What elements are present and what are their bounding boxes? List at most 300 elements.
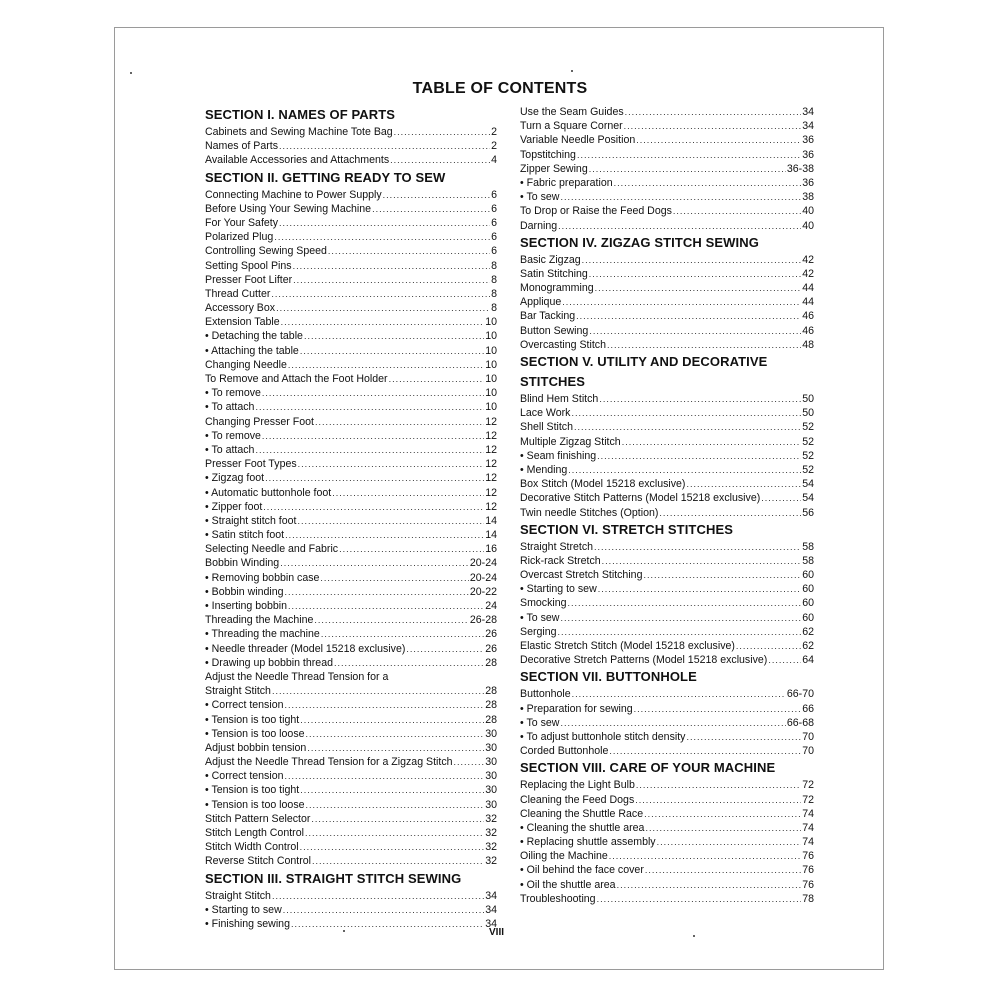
toc-entry — [205, 486, 497, 500]
toc-entry-page: 26-28 — [469, 614, 497, 627]
toc-entry-page: 48 — [802, 338, 814, 351]
toc-entry-title: Decorative Stretch Patterns (Model 15218 exclusive) — [520, 654, 768, 667]
toc-entry-page: 54 — [802, 492, 814, 505]
toc-entry-page: 8 — [491, 259, 497, 272]
toc-entry-title: Applique — [520, 296, 562, 309]
toc-entry-title: • To adjust buttonhole stitch density — [520, 730, 686, 743]
toc-entry-page: 38 — [802, 191, 814, 204]
toc-entry-title: • Bobbin winding — [205, 585, 284, 598]
toc-entry — [520, 338, 814, 352]
toc-entry-page: 10 — [485, 387, 497, 400]
section-heading: SECTION I. NAMES OF PARTS — [205, 107, 396, 122]
toc-entry — [520, 204, 814, 218]
dot-leader — [635, 793, 801, 807]
toc-entry — [520, 324, 814, 338]
dot-leader — [279, 216, 490, 230]
toc-entry-title: Extension Table — [205, 316, 280, 329]
toc-entry-page: 52 — [802, 463, 814, 476]
toc-entry-title: Thread Cutter — [205, 287, 271, 300]
dot-leader — [271, 287, 490, 301]
toc-entry-title: • Correct tension — [205, 699, 284, 712]
dot-leader — [281, 315, 485, 329]
toc-entry — [520, 392, 814, 406]
section-heading: SECTION II. GETTING READY TO SEW — [205, 169, 446, 185]
toc-entry-title: • To sew — [520, 611, 560, 624]
toc-entry — [520, 435, 814, 449]
toc-entry-page: 30 — [485, 770, 497, 783]
toc-entry-page: 50 — [802, 393, 814, 405]
toc-entry — [520, 477, 814, 491]
dot-leader — [602, 554, 802, 568]
toc-entry-title: Adjust the Needle Thread Tension for a Zigzag Stitch — [205, 756, 453, 769]
toc-entry — [520, 253, 814, 267]
toc-entry-title: Smocking — [520, 597, 567, 610]
toc-entry-title: Available Accessories and Attachments — [205, 154, 390, 167]
toc-entry — [520, 219, 814, 233]
toc-entry-title: Names of Parts — [205, 140, 279, 153]
dot-leader — [300, 713, 484, 727]
section-heading: SECTION VIII. CARE OF YOUR MACHINE — [520, 760, 776, 776]
toc-entry-page: 66-70 — [786, 688, 814, 701]
toc-entry — [205, 556, 497, 570]
toc-entry-page: 62 — [802, 625, 814, 638]
toc-entry-page: 36 — [802, 134, 814, 147]
toc-entry-page: 52 — [802, 449, 814, 462]
toc-entry — [205, 230, 497, 244]
toc-entry — [205, 698, 497, 712]
dot-leader — [307, 741, 484, 755]
toc-entry — [520, 744, 814, 758]
dot-leader — [686, 730, 801, 744]
toc-entry-page: 24 — [485, 600, 497, 612]
dot-leader — [454, 755, 485, 769]
toc-entry-page: 52 — [802, 435, 814, 448]
dot-leader — [263, 500, 484, 514]
toc-entry-title: Stitch Length Control — [205, 827, 304, 839]
toc-entry — [205, 854, 497, 868]
toc-entry-title: Topstitching — [520, 148, 576, 161]
toc-entry-title: Replacing the Light Bulb — [520, 779, 635, 792]
toc-entry-title: Straight Stitch — [205, 889, 271, 902]
toc-entry-page: 70 — [802, 730, 814, 743]
scan-speck — [130, 72, 132, 74]
toc-entry-page: 70 — [802, 745, 814, 758]
toc-entry — [205, 139, 497, 153]
toc-entry-title: • Needle threader (Model 15218 exclusive) — [205, 642, 406, 655]
dot-leader — [576, 309, 801, 323]
toc-entry-page: 42 — [802, 253, 814, 266]
dot-leader — [768, 653, 801, 667]
toc-entry — [205, 329, 497, 343]
toc-entry-page: 28 — [485, 685, 497, 698]
toc-entry — [205, 386, 497, 400]
toc-entry-page: 10 — [485, 330, 497, 343]
toc-entry-title: Shell Stitch — [520, 421, 573, 434]
toc-entry-title: Presser Foot Lifter — [205, 273, 293, 286]
toc-entry-page: 60 — [802, 569, 814, 582]
toc-entry — [520, 611, 814, 625]
toc-entry-page: 28 — [485, 699, 497, 712]
toc-entry — [205, 344, 497, 358]
toc-entry-title: • Tension is too loose — [205, 727, 305, 740]
toc-entry-title: Accessory Box — [205, 302, 276, 315]
toc-entry-page: 40 — [802, 219, 814, 232]
toc-entry-title: • To sew — [520, 716, 560, 729]
dot-leader — [315, 415, 484, 429]
dot-leader — [589, 162, 786, 176]
dot-leader — [643, 568, 801, 582]
toc-entry-page: 52 — [802, 421, 814, 434]
toc-entry — [205, 741, 497, 755]
dot-leader — [560, 190, 801, 204]
toc-entry-page: 74 — [802, 807, 814, 820]
toc-entry-page: 20-22 — [469, 585, 497, 598]
dot-leader — [332, 486, 484, 500]
toc-entry — [520, 625, 814, 639]
toc-entry-title: Monogramming — [520, 282, 594, 295]
dot-leader — [572, 687, 786, 701]
toc-entry-title: Box Stitch (Model 15218 exclusive) — [520, 478, 686, 491]
toc-entry-page: 14 — [485, 514, 497, 527]
toc-entry — [520, 835, 814, 849]
toc-entry-page: 12 — [485, 443, 497, 456]
dot-leader — [659, 506, 801, 520]
toc-entry — [205, 917, 497, 931]
toc-entry-title: • Zigzag foot — [205, 472, 265, 485]
toc-entry-page: 60 — [802, 597, 814, 610]
toc-entry-page: 64 — [802, 654, 814, 667]
toc-entry — [205, 769, 497, 783]
dot-leader — [568, 596, 802, 610]
dot-leader — [562, 295, 801, 309]
toc-entry-title: • Seam finishing — [520, 449, 597, 462]
toc-entry — [205, 585, 497, 599]
dot-leader — [255, 400, 484, 414]
toc-entry-page: 2 — [491, 140, 497, 153]
toc-entry — [520, 582, 814, 596]
dot-leader — [560, 611, 801, 625]
toc-entry — [520, 190, 814, 204]
toc-entry-page: 4 — [491, 154, 497, 167]
dot-leader — [589, 267, 801, 281]
toc-entry — [205, 259, 497, 273]
toc-entry-title: Straight Stretch — [520, 540, 594, 553]
dot-leader — [306, 727, 485, 741]
toc-entry-title: • Starting to sew — [205, 903, 282, 916]
toc-entry-page: 72 — [802, 793, 814, 806]
toc-entry — [205, 457, 497, 471]
toc-entry — [205, 287, 497, 301]
dot-leader — [306, 798, 485, 812]
toc-entry — [520, 821, 814, 835]
toc-entry — [205, 599, 497, 613]
toc-entry-page: 58 — [802, 554, 814, 567]
dot-leader — [582, 253, 802, 267]
toc-entry-title: Basic Zigzag — [520, 253, 581, 266]
toc-entry-title: Use the Seam Guides — [520, 106, 624, 118]
toc-entry — [205, 656, 497, 670]
toc-entry — [205, 153, 497, 167]
toc-entry-title: Adjust the Needle Thread Tension for a — [205, 670, 389, 683]
toc-entry — [205, 840, 497, 854]
toc-entry-title: • To attach — [205, 443, 255, 456]
toc-entry — [205, 727, 497, 741]
section-heading: SECTION VI. STRETCH STITCHES — [520, 521, 733, 537]
toc-entry-page: 60 — [802, 611, 814, 624]
toc-entry-page: 50 — [802, 407, 814, 420]
dot-leader — [304, 329, 484, 343]
dot-leader — [285, 698, 485, 712]
dot-leader — [265, 471, 484, 485]
toc-entry-title: Threading the Machine — [205, 614, 314, 627]
toc-entry — [520, 176, 814, 190]
toc-entry-title: Reverse Stitch Control — [205, 855, 311, 868]
toc-entry-title: Satin Stitching — [520, 267, 588, 280]
dot-leader — [624, 119, 802, 133]
toc-entry-page: 74 — [802, 821, 814, 834]
toc-entry-title: Multiple Zigzag Stitch — [520, 435, 621, 448]
toc-entry-title: • Threading the machine — [205, 628, 320, 641]
toc-entry-page: 12 — [485, 486, 497, 499]
toc-entry-title: For Your Safety — [205, 216, 279, 229]
toc-entry — [520, 596, 814, 610]
dot-leader — [291, 917, 484, 931]
toc-entry — [205, 244, 497, 258]
toc-entry-title: Stitch Pattern Selector — [205, 812, 311, 825]
toc-entry-title: • Starting to sew — [520, 583, 597, 596]
dot-leader — [761, 491, 801, 505]
dot-leader — [595, 281, 802, 295]
toc-entry-page: 56 — [802, 506, 814, 519]
dot-leader — [406, 642, 484, 656]
toc-entry-page: 66-68 — [786, 716, 814, 729]
toc-entry-title: Changing Needle — [205, 358, 287, 371]
toc-entry — [520, 702, 814, 716]
dot-leader — [607, 338, 801, 352]
toc-entry — [205, 500, 497, 514]
toc-entry — [205, 627, 497, 641]
dot-leader — [262, 386, 484, 400]
toc-entry-page: 40 — [802, 205, 814, 218]
scan-speck — [343, 930, 345, 932]
dot-leader — [285, 585, 469, 599]
toc-entry-page: 8 — [491, 302, 497, 315]
toc-entry-title: Lace Work — [520, 407, 571, 420]
toc-entry-page: 20-24 — [469, 557, 497, 570]
toc-entry-page: 6 — [491, 231, 497, 244]
toc-entry — [205, 216, 497, 230]
toc-entry-title: Twin needle Stitches (Option) — [520, 506, 659, 519]
toc-entry-title: • Automatic buttonhole foot — [205, 486, 332, 499]
toc-entry-title: Controlling Sewing Speed — [205, 245, 327, 258]
toc-entry-title: Cabinets and Sewing Machine Tote Bag — [205, 126, 393, 138]
scan-speck — [571, 70, 573, 72]
dot-leader — [280, 556, 469, 570]
toc-entry-page: 34 — [485, 889, 497, 902]
toc-entry-title: • Satin stitch foot — [205, 529, 285, 542]
dot-leader — [574, 420, 801, 434]
toc-entry-title: • Straight stitch foot — [205, 514, 297, 527]
dot-leader — [321, 627, 484, 641]
toc-entry — [520, 778, 814, 792]
toc-entry-title: Decorative Stitch Patterns (Model 15218 exclusive) — [520, 492, 761, 505]
toc-entry — [205, 684, 497, 698]
toc-entry-title: • To sew — [520, 191, 560, 204]
toc-entry — [520, 281, 814, 295]
toc-entry-page: 6 — [491, 202, 497, 215]
toc-entry-title: Rick-rack Stretch — [520, 554, 601, 567]
dot-leader — [560, 716, 785, 730]
toc-entry-page: 12 — [485, 415, 497, 428]
dot-leader — [634, 702, 802, 716]
page-title: TABLE OF CONTENTS — [412, 80, 588, 97]
toc-entry — [205, 372, 497, 386]
dot-leader — [657, 835, 802, 849]
toc-entry-page: 28 — [485, 656, 497, 669]
section-heading: SECTION V. UTILITY AND DECORATIVE — [520, 354, 768, 369]
toc-entry-page: 6 — [491, 188, 497, 201]
toc-entry-title: • To remove — [205, 429, 261, 442]
toc-entry-title: Bar Tacking — [520, 310, 576, 323]
toc-entry-page: 26 — [485, 628, 497, 641]
toc-entry — [205, 812, 497, 826]
toc-entry — [205, 400, 497, 414]
toc-entry — [520, 506, 814, 520]
toc-entry-title: Straight Stitch — [205, 685, 271, 698]
toc-entry-title: Overcast Stretch Stitching — [520, 569, 643, 582]
toc-entry-title: • Oil behind the face cover — [520, 864, 644, 877]
toc-entry — [205, 528, 497, 542]
toc-entry — [205, 755, 497, 769]
dot-leader — [314, 613, 469, 627]
toc-entry — [520, 793, 814, 807]
toc-entry-title: • To attach — [205, 401, 255, 414]
section-heading: SECTION III. STRAIGHT STITCH SEWING — [205, 870, 462, 886]
toc-entry-page: 44 — [802, 282, 814, 295]
toc-entry-title: Selecting Needle and Fabric — [205, 543, 339, 556]
toc-entry-title: • Correct tension — [205, 770, 284, 783]
dot-leader — [609, 744, 801, 758]
toc-entry-page: 30 — [485, 756, 497, 769]
toc-entry-page: 28 — [485, 713, 497, 726]
dot-leader — [598, 582, 801, 596]
dot-leader — [622, 435, 802, 449]
dot-leader — [320, 571, 468, 585]
toc-entry-page: 58 — [802, 540, 814, 553]
toc-entry — [205, 571, 497, 585]
toc-entry-page: 32 — [485, 812, 497, 825]
toc-entry-title: • Mending — [520, 463, 568, 476]
toc-entry-title: • Replacing shuttle assembly — [520, 836, 656, 849]
dot-leader — [276, 301, 490, 315]
toc-entry-title: Variable Needle Position — [520, 134, 636, 147]
toc-entry — [205, 514, 497, 528]
toc-column-right — [520, 105, 814, 906]
toc-entry — [520, 133, 814, 147]
dot-leader — [285, 769, 485, 783]
toc-entry — [205, 188, 497, 202]
toc-entry — [205, 670, 497, 684]
toc-entry-title: • Drawing up bobbin thread — [205, 656, 333, 669]
toc-entry — [520, 105, 814, 119]
toc-entry-page: 36 — [802, 148, 814, 161]
toc-entry-title: • Tension is too tight — [205, 713, 300, 726]
toc-entry-title: • Preparation for sewing — [520, 702, 633, 715]
toc-entry-page: 12 — [485, 500, 497, 513]
toc-entry-page: 6 — [491, 245, 497, 258]
dot-leader — [645, 821, 801, 835]
toc-entry-title: • Tension is too loose — [205, 798, 305, 811]
toc-entry-page: 54 — [802, 478, 814, 491]
scan-speck — [693, 935, 695, 937]
dot-leader — [571, 406, 801, 420]
dot-leader — [305, 826, 484, 840]
toc-entry-page: 34 — [485, 903, 497, 916]
toc-entry-title: Button Sewing — [520, 324, 589, 337]
toc-entry-page: 66 — [802, 702, 814, 715]
dot-leader — [645, 863, 801, 877]
toc-entry — [205, 642, 497, 656]
dot-leader — [636, 778, 801, 792]
dot-leader — [255, 443, 484, 457]
dot-leader — [274, 230, 490, 244]
toc-entry — [520, 148, 814, 162]
toc-entry-page: 10 — [485, 401, 497, 414]
toc-entry-page: 32 — [485, 855, 497, 868]
toc-entry — [205, 429, 497, 443]
dot-leader — [293, 259, 491, 273]
toc-entry — [520, 568, 814, 582]
dot-leader — [300, 840, 485, 854]
dot-leader — [288, 599, 484, 613]
dot-leader — [594, 540, 801, 554]
toc-entry — [205, 415, 497, 429]
toc-entry-title: Changing Presser Foot — [205, 415, 314, 428]
toc-entry-page: 78 — [802, 892, 814, 905]
toc-entry-title: To Drop or Raise the Feed Dogs — [520, 205, 672, 218]
dot-leader — [390, 153, 490, 167]
toc-entry-title: • Fabric preparation — [520, 176, 613, 189]
section-heading: STITCHES — [520, 374, 586, 389]
dot-leader — [617, 878, 802, 892]
toc-entry — [520, 463, 814, 477]
toc-entry — [205, 125, 497, 139]
toc-entry-title: Bobbin Winding — [205, 557, 280, 570]
toc-entry — [205, 826, 497, 840]
toc-entry-page: 12 — [485, 429, 497, 442]
dot-leader — [372, 202, 490, 216]
toc-entry-title: Before Using Your Sewing Machine — [205, 202, 372, 215]
toc-entry — [520, 491, 814, 505]
dot-leader — [293, 273, 490, 287]
dot-leader — [597, 449, 801, 463]
toc-entry — [520, 730, 814, 744]
toc-entry-title: • Detaching the table — [205, 330, 303, 343]
toc-entry — [205, 889, 497, 903]
toc-entry-page: 10 — [485, 373, 497, 385]
toc-entry-title: • Removing bobbin case — [205, 571, 320, 584]
toc-entry-title: Overcasting Stitch — [520, 338, 606, 351]
toc-entry — [205, 783, 497, 797]
toc-entry-page: 20-24 — [469, 571, 497, 584]
toc-entry-title: Blind Hem Stitch — [520, 393, 599, 405]
toc-entry-page: 10 — [485, 358, 497, 371]
dot-leader — [272, 889, 484, 903]
toc-entry-title: Polarized Plug — [205, 231, 274, 244]
toc-entry-title: • Cleaning the shuttle area — [520, 821, 645, 834]
toc-entry-page: 30 — [485, 727, 497, 740]
toc-entry-page: 14 — [485, 529, 497, 542]
